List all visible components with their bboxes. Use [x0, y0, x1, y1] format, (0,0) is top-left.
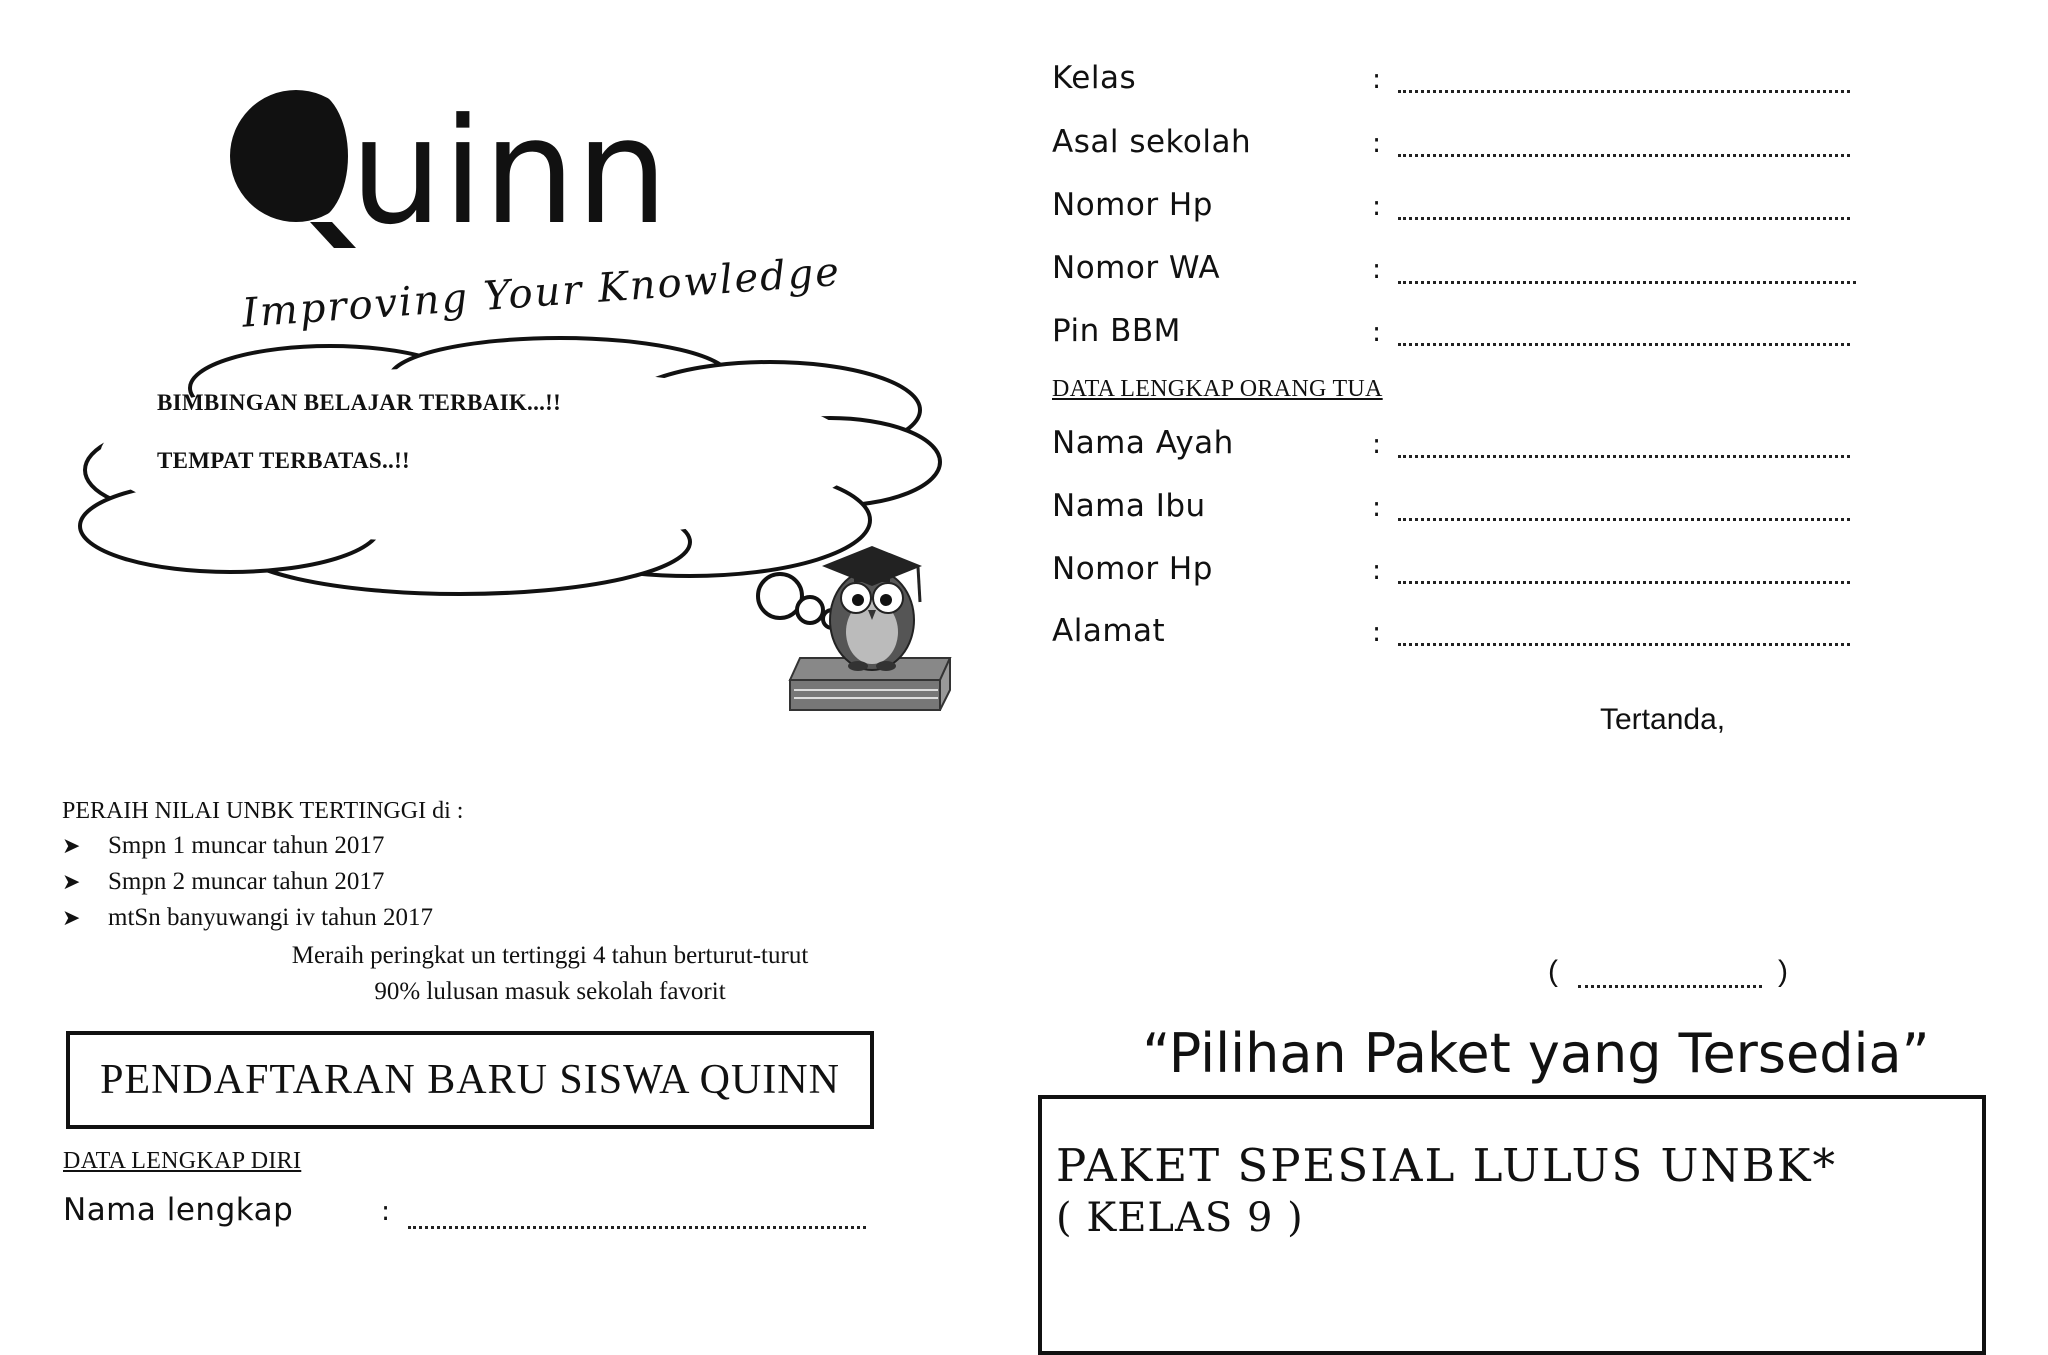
field-colon: :: [1372, 429, 1382, 460]
field-label-nama-ayah: Nama Ayah: [1052, 425, 1234, 461]
signature-label: Tertanda,: [1600, 703, 1726, 736]
field-input-nomor-wa[interactable]: [1398, 281, 1856, 284]
field-label-asal-sekolah: Asal sekolah: [1052, 124, 1252, 160]
paket-box: [1038, 1095, 1986, 1355]
owl-on-book-illustration: [780, 540, 970, 730]
achievement-item: ➤ Smpn 2 muncar tahun 2017: [62, 864, 433, 900]
field-label-nomor-wa: Nomor WA: [1052, 250, 1221, 286]
achievements-list: [62, 828, 433, 936]
field-input-asal-sekolah[interactable]: [1398, 154, 1850, 157]
logo-tagline: Improving Your Knowledge: [240, 248, 843, 337]
field-label-nomor-hp: Nomor Hp: [1052, 187, 1213, 223]
field-input-nama-ayah[interactable]: [1398, 455, 1850, 458]
graduates-statement: 90% lulusan masuk sekolah favorit: [374, 978, 726, 1005]
field-input-kelas[interactable]: [1398, 90, 1850, 93]
field-label-nama-lengkap: Nama lengkap: [63, 1192, 294, 1228]
arrow-bullet-icon: ➤: [62, 905, 81, 930]
ranking-statement: Meraih peringkat un tertinggi 4 tahun berturut-turut: [291, 942, 809, 969]
logo-wordmark-rest: uinn: [350, 87, 669, 257]
field-label-nomor-hp-ortu: Nomor Hp: [1052, 551, 1213, 587]
registration-title: PENDAFTARAN BARU SISWA QUINN: [100, 1057, 840, 1103]
field-colon: :: [1372, 128, 1382, 159]
field-label-nama-ibu: Nama Ibu: [1052, 488, 1206, 524]
section-title-data-orang-tua: DATA LENGKAP ORANG TUA: [1052, 376, 1383, 402]
signature-input[interactable]: [1578, 985, 1762, 988]
field-label-kelas: Kelas: [1052, 60, 1137, 96]
paket-subtitle: ( KELAS 9 ): [1056, 1195, 1304, 1241]
cloud-text-1: BIMBINGAN BELAJAR TERBAIK...!!: [157, 390, 562, 415]
field-colon: :: [381, 1196, 391, 1227]
field-label-alamat: Alamat: [1052, 613, 1166, 649]
field-colon: :: [1372, 254, 1382, 285]
field-colon: :: [1372, 64, 1382, 95]
field-colon: :: [1372, 617, 1382, 648]
field-input-nama-lengkap[interactable]: [408, 1226, 866, 1229]
achievement-item: ➤ mtSn banyuwangi iv tahun 2017: [62, 900, 433, 936]
paket-title: PAKET SPESIAL LULUS UNBK*: [1056, 1139, 1837, 1192]
section-title-data-diri: DATA LENGKAP DIRI: [63, 1148, 302, 1174]
achievement-item: ➤ Smpn 1 muncar tahun 2017: [62, 828, 433, 864]
field-colon: :: [1372, 317, 1382, 348]
field-colon: :: [1372, 492, 1382, 523]
field-input-nama-ibu[interactable]: [1398, 518, 1850, 521]
quinn-logo: [232, 72, 843, 337]
signature-open-paren: (: [1548, 955, 1558, 988]
field-colon: :: [1372, 191, 1382, 222]
field-input-alamat[interactable]: [1398, 643, 1850, 646]
field-input-nomor-hp[interactable]: [1398, 217, 1850, 220]
paket-heading: “Pilihan Paket yang Tersedia”: [1142, 1022, 1930, 1085]
field-label-pin-bbm: Pin BBM: [1052, 313, 1181, 349]
registration-banner: [66, 1031, 874, 1129]
cloud-text-2: TEMPAT TERBATAS..!!: [157, 448, 410, 473]
arrow-bullet-icon: ➤: [62, 869, 81, 894]
field-colon: :: [1372, 555, 1382, 586]
field-input-pin-bbm[interactable]: [1398, 343, 1850, 346]
field-input-nomor-hp-ortu[interactable]: [1398, 581, 1850, 584]
signature-close-paren: ): [1778, 955, 1788, 988]
achievements-heading: PERAIH NILAI UNBK TERTINGGI di :: [62, 798, 464, 824]
arrow-bullet-icon: ➤: [62, 833, 81, 858]
